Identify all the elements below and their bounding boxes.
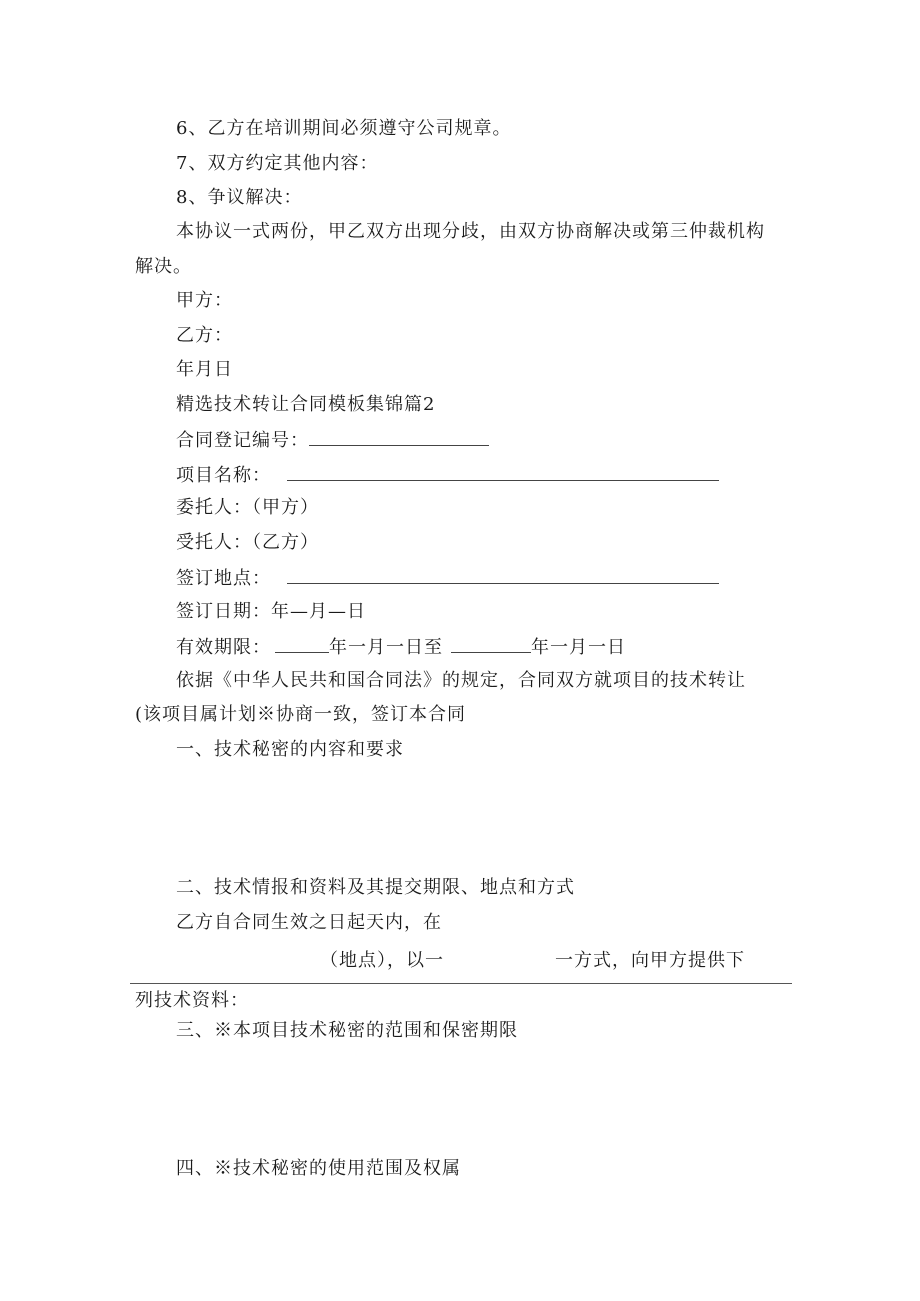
trustee-row: 受托人：（乙方） [176, 532, 319, 553]
client-row: 委托人：（甲方） [176, 497, 319, 518]
validity-start-date: 年一月一日至 [329, 637, 443, 658]
article-1-heading: 一、技术秘密的内容和要求 [176, 739, 404, 760]
divider-line [130, 983, 792, 984]
article-4-heading: 四、※技术秘密的使用范围及权属 [176, 1158, 461, 1179]
clause-7: 7、双方约定其他内容： [176, 153, 379, 174]
article-2-method: 一方式，向甲方提供下 [555, 950, 745, 971]
basis-paragraph-cont: (该项目属计划※协商一致，签订本合同 [135, 704, 467, 725]
validity-start-blank[interactable] [275, 634, 329, 653]
party-a-signature: 甲方： [176, 290, 233, 311]
clause-8: 8、争议解决： [176, 187, 303, 208]
signing-place-blank[interactable] [287, 565, 719, 584]
article-2-location: （地点），以一 [320, 950, 444, 971]
project-name-row [176, 462, 719, 488]
article-3-heading: 三、※本项目技术秘密的范围和保密期限 [176, 1020, 518, 1041]
signing-date-row: 签订日期：年—月—日 [176, 601, 366, 622]
validity-label: 有效期限： [176, 637, 271, 658]
basis-paragraph: 依据《中华人民共和国合同法》的规定，合同双方就项目的技术转让 [176, 670, 746, 691]
validity-end-date: 年一月一日 [531, 637, 626, 658]
signing-place-label: 签订地点： [176, 568, 271, 589]
dispute-paragraph: 本协议一式两份，甲乙双方出现分歧，由双方协商解决或第三仲裁机构 [176, 221, 765, 242]
registration-number-row [176, 427, 489, 453]
signature-date: 年月日 [176, 359, 233, 380]
article-2-text: 乙方自合同生效之日起天内，在 [176, 912, 442, 933]
dispute-paragraph-end: 解决。 [135, 256, 192, 277]
validity-end-blank[interactable] [451, 634, 531, 653]
registration-number-blank[interactable] [309, 427, 489, 446]
article-2-materials: 列技术资料： [135, 990, 249, 1011]
section-title: 精选技术转让合同模板集锦篇2 [176, 394, 436, 415]
registration-number-label: 合同登记编号： [176, 430, 309, 451]
party-b-signature: 乙方： [176, 325, 233, 346]
project-name-label: 项目名称： [176, 465, 271, 486]
validity-row [176, 634, 626, 660]
clause-6: 6、乙方在培训期间必须遵守公司规章。 [176, 118, 512, 139]
signing-place-row [176, 565, 719, 591]
project-name-blank[interactable] [287, 462, 719, 481]
article-2-heading: 二、技术情报和资料及其提交期限、地点和方式 [176, 877, 575, 898]
